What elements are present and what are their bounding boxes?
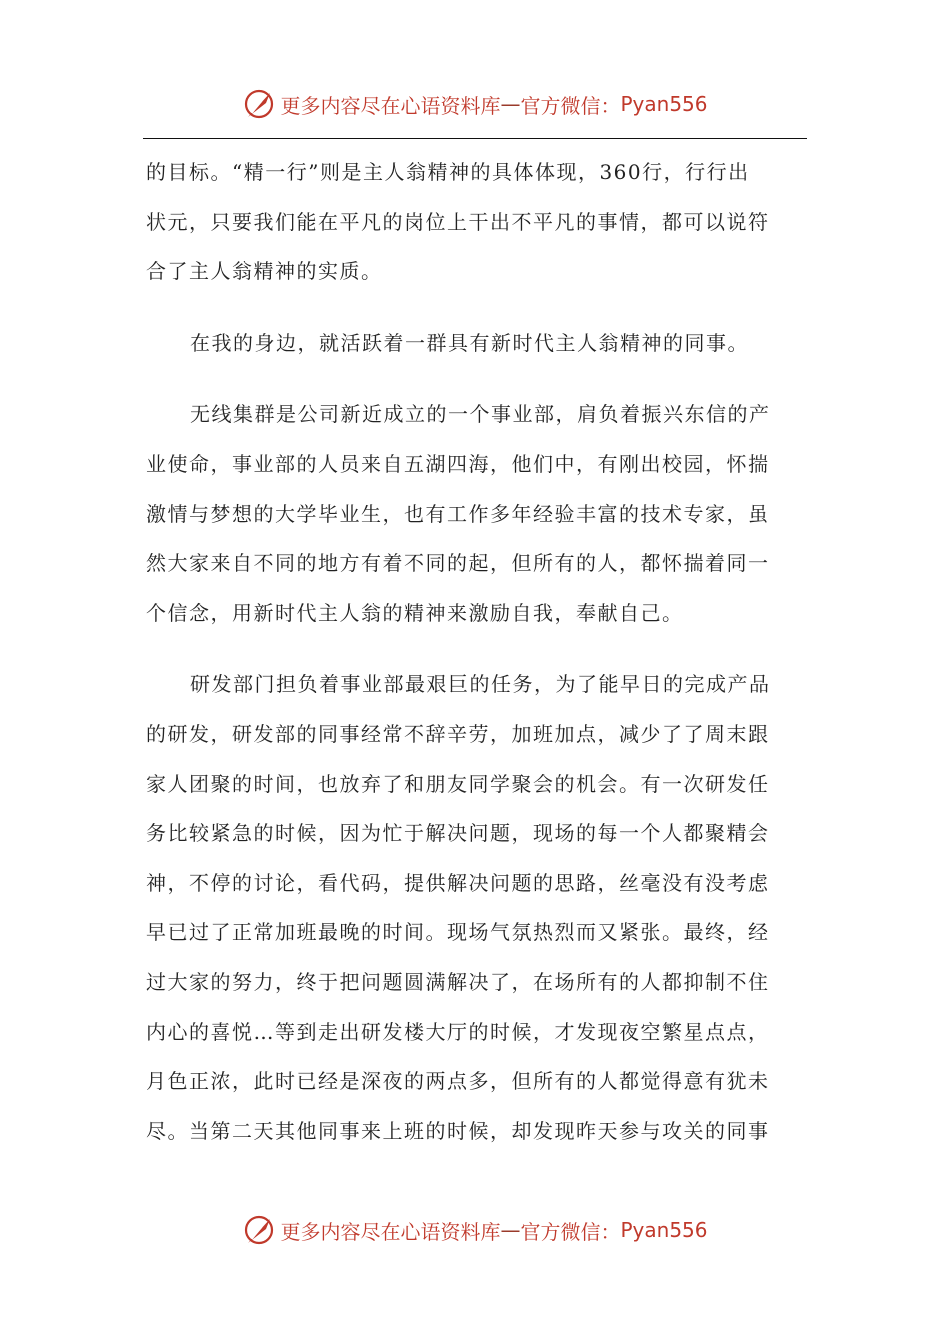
- text-line: 尽。当第二天其他同事来上班的时候，却发现昨天参与攻关的同事: [146, 1118, 770, 1143]
- banner-official-label: 官方微信：: [520, 93, 621, 118]
- text-line: 业使命，事业部的人员来自五湖四海，他们中，有刚出校园，怀揣: [146, 451, 770, 476]
- banner-wechat-id: Pyan556: [620, 92, 708, 116]
- text-line: 在我的身边，就活跃着一群具有新时代主人翁精神的同事。: [190, 330, 749, 355]
- text-line: 无线集群是公司新近成立的一个事业部，肩负着振兴东信的产: [190, 402, 771, 427]
- quill-logo-icon: [242, 1213, 276, 1247]
- text-line: 务比较紧急的时候，因为忙于解决问题，现场的每一个人都聚精会: [146, 821, 770, 846]
- banner-separator: —: [500, 92, 521, 116]
- banner-official-label: 官方微信：: [520, 1219, 621, 1244]
- text-line: 家人团聚的时间，也放弃了和朋友同学聚会的机会。有一次研发任: [146, 771, 770, 796]
- text-line: 内心的喜悦…等到走出研发楼大厅的时候，才发现夜空繁星点点，: [146, 1019, 770, 1044]
- quill-logo-icon: [242, 87, 276, 121]
- paragraph-1: [146, 148, 796, 297]
- text-line: 神，不停的讨论，看代码，提供解决问题的思路，丝毫没有没考虑: [146, 870, 770, 895]
- text-line: 个信念，用新时代主人翁的精神来激励自我，奉献自己。: [146, 600, 684, 625]
- text-line: 的目标。“精一行”则是主人翁精神的具体体现，360行，行行出: [146, 160, 750, 184]
- text-line: 研发部门担负着事业部最艰巨的任务，为了能早日的完成产品: [190, 672, 771, 697]
- header-banner: [0, 84, 950, 124]
- text-line: 激情与梦想的大学毕业生，也有工作多年经验丰富的技术专家，虽: [146, 501, 770, 526]
- paragraph-4: [146, 660, 796, 1156]
- header-divider: [143, 138, 807, 139]
- banner-main-text: 更多内容尽在心语资料库: [280, 1219, 501, 1244]
- text-line: 合了主人翁精神的实质。: [146, 259, 383, 284]
- footer-banner: [0, 1210, 950, 1250]
- banner-separator: —: [500, 1218, 521, 1242]
- paragraph-3: [146, 390, 796, 638]
- banner-wechat-id: Pyan556: [620, 1218, 708, 1242]
- text-line: 过大家的努力，终于把问题圆满解决了，在场所有的人都抑制不住: [146, 969, 770, 994]
- text-line: 月色正浓，此时已经是深夜的两点多，但所有的人都觉得意有犹未: [146, 1069, 770, 1094]
- text-line: 的研发，研发部的同事经常不辞辛劳，加班加点，减少了了周末跟: [146, 721, 770, 746]
- document-body: [146, 148, 796, 1156]
- text-line: 然大家来自不同的地方有着不同的起，但所有的人，都怀揣着同一: [146, 551, 770, 576]
- paragraph-2: [146, 319, 796, 369]
- text-line: 早已过了正常加班最晚的时间。现场气氛热烈而又紧张。最终，经: [146, 920, 770, 945]
- text-line: 状元，只要我们能在平凡的岗位上干出不平凡的事情，都可以说符: [146, 209, 770, 234]
- banner-main-text: 更多内容尽在心语资料库: [280, 93, 501, 118]
